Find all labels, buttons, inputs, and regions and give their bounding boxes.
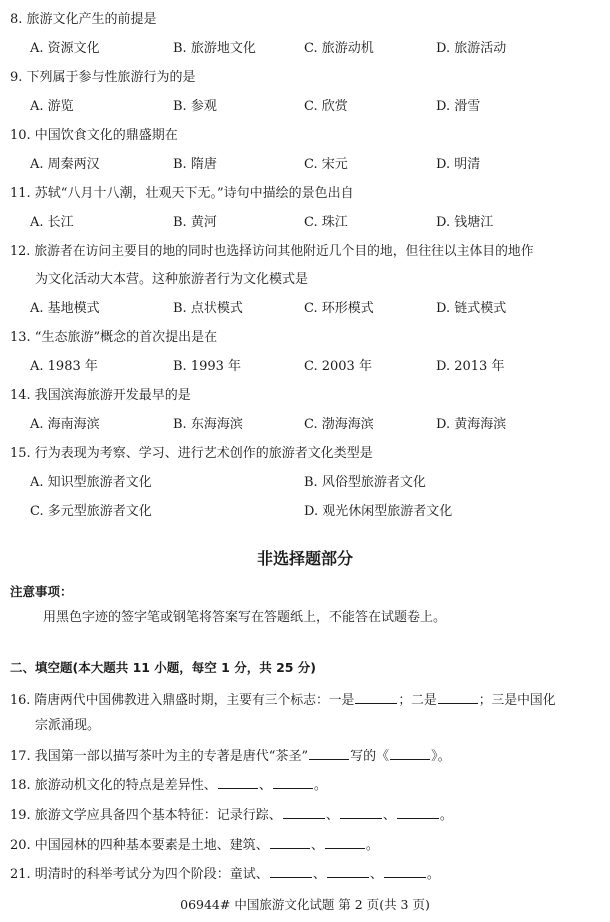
q12-option-c: C. 环形模式 bbox=[304, 301, 374, 316]
q21-text-c: 、 bbox=[369, 867, 383, 882]
question-12-stem: 12. 旅游者在访问主要目的地的同时也选择访问其他附近几个目的地，但往往以主体目的地作 bbox=[10, 244, 534, 259]
q14-option-a: A. 海南海滨 bbox=[30, 417, 100, 432]
q13-option-c: C. 2003 年 bbox=[304, 359, 372, 374]
q15-option-c: C. 多元型旅游者文化 bbox=[30, 504, 152, 519]
q17-text-a: 17. 我国第一部以描写茶叶为主的专著是唐代“茶圣” bbox=[10, 749, 309, 764]
q18-blank-1 bbox=[218, 776, 258, 789]
question-18 bbox=[10, 776, 327, 794]
q9-option-b: B. 参观 bbox=[173, 99, 217, 114]
notes-text: 用黑色字迹的签字笔或钢笔将答案写在答题纸上，不能答在试题卷上。 bbox=[43, 610, 447, 625]
q19-text-d: 。 bbox=[439, 808, 453, 823]
q16-blank-1 bbox=[355, 691, 397, 704]
question-21 bbox=[10, 865, 440, 883]
q10-option-a: A. 周秦两汉 bbox=[30, 157, 100, 172]
q8-option-a: A. 资源文化 bbox=[30, 41, 100, 56]
notes-label: 注意事项： bbox=[10, 584, 73, 599]
q15-option-d: D. 观光休闲型旅游者文化 bbox=[304, 504, 453, 519]
q17-blank-1 bbox=[309, 747, 349, 760]
q12-option-b: B. 点状模式 bbox=[173, 301, 243, 316]
q19-text-c: 、 bbox=[382, 808, 396, 823]
q19-blank-1 bbox=[283, 806, 325, 819]
q21-text-a: 21. 明清时的科举考试分为四个阶段：童试、 bbox=[10, 867, 269, 882]
q12-option-a: A. 基地模式 bbox=[30, 301, 100, 316]
part2-heading: 二、填空题(本大题共 11 小题，每空 1 分，共 25 分) bbox=[10, 660, 317, 675]
q21-blank-1 bbox=[270, 865, 312, 878]
q13-option-a: A. 1983 年 bbox=[30, 359, 98, 374]
q16-text-c: ；三是中国化 bbox=[478, 693, 556, 708]
q14-option-c: C. 渤海海滨 bbox=[304, 417, 374, 432]
q20-blank-1 bbox=[270, 836, 310, 849]
q16-text-b: ；二是 bbox=[398, 693, 437, 708]
question-9-stem: 9. 下列属于参与性旅游行为的是 bbox=[10, 70, 196, 85]
q10-option-d: D. 明清 bbox=[436, 157, 481, 172]
question-14-stem: 14. 我国滨海旅游开发最早的是 bbox=[10, 388, 191, 403]
q21-blank-2 bbox=[327, 865, 369, 878]
question-13-stem: 13. “生态旅游”概念的首次提出是在 bbox=[10, 330, 218, 345]
q21-text-b: 、 bbox=[312, 867, 326, 882]
q19-text-b: 、 bbox=[325, 808, 339, 823]
question-11-stem: 11. 苏轼“八月十八潮，壮观天下无。”诗句中描绘的景色出自 bbox=[10, 186, 354, 201]
q14-option-b: B. 东海海滨 bbox=[173, 417, 243, 432]
question-10-stem: 10. 中国饮食文化的鼎盛期在 bbox=[10, 128, 178, 143]
question-12-stem-cont: 为文化活动大本营。这种旅游者行为文化模式是 bbox=[35, 272, 309, 287]
q17-text-b: 写的《 bbox=[350, 749, 390, 764]
q11-option-d: D. 钱塘江 bbox=[436, 215, 494, 230]
question-15-stem: 15. 行为表现为考察、学习、进行艺术创作的旅游者文化类型是 bbox=[10, 446, 373, 461]
q19-blank-3 bbox=[397, 806, 439, 819]
question-20 bbox=[10, 836, 379, 854]
q15-option-b: B. 风俗型旅游者文化 bbox=[304, 475, 426, 490]
q8-option-b: B. 旅游地文化 bbox=[173, 41, 256, 56]
q13-option-d: D. 2013 年 bbox=[436, 359, 505, 374]
q9-option-a: A. 游览 bbox=[30, 99, 74, 114]
question-16-cont: 宗派涌现。 bbox=[35, 718, 101, 733]
q18-text-b: 、 bbox=[258, 778, 272, 793]
q17-text-c: 》。 bbox=[431, 749, 451, 764]
q11-option-a: A. 长江 bbox=[30, 215, 74, 230]
q14-option-d: D. 黄海海滨 bbox=[436, 417, 507, 432]
q18-blank-2 bbox=[273, 776, 313, 789]
q17-blank-2 bbox=[390, 747, 430, 760]
q19-text-a: 19. 旅游文学应具备四个基本特征：记录行踪、 bbox=[10, 808, 282, 823]
q11-option-b: B. 黄河 bbox=[173, 215, 217, 230]
q20-text-b: 、 bbox=[310, 838, 324, 853]
q15-option-a: A. 知识型旅游者文化 bbox=[30, 475, 152, 490]
q10-option-b: B. 隋唐 bbox=[173, 157, 217, 172]
q8-option-d: D. 旅游活动 bbox=[436, 41, 507, 56]
q18-text-c: 。 bbox=[313, 778, 327, 793]
question-17 bbox=[10, 747, 451, 765]
q20-text-a: 20. 中国园林的四种基本要素是土地、建筑、 bbox=[10, 838, 269, 853]
q19-blank-2 bbox=[340, 806, 382, 819]
q21-text-d: 。 bbox=[426, 867, 440, 882]
q11-option-c: C. 珠江 bbox=[304, 215, 348, 230]
q16-blank-2 bbox=[438, 691, 478, 704]
q9-option-c: C. 欣赏 bbox=[304, 99, 348, 114]
q13-option-b: B. 1993 年 bbox=[173, 359, 242, 374]
page-footer: 06944# 中国旅游文化试题 第 2 页(共 3 页) bbox=[180, 897, 430, 912]
q8-option-c: C. 旅游动机 bbox=[304, 41, 374, 56]
q16-text-a: 16. 隋唐两代中国佛教进入鼎盛时期，主要有三个标志：一是 bbox=[10, 693, 355, 708]
q20-blank-2 bbox=[325, 836, 365, 849]
q9-option-d: D. 滑雪 bbox=[436, 99, 481, 114]
question-16 bbox=[10, 691, 556, 709]
question-19 bbox=[10, 806, 453, 824]
section-title: 非选择题部分 bbox=[256, 549, 353, 568]
question-8-stem: 8. 旅游文化产生的前提是 bbox=[10, 12, 157, 27]
q12-option-d: D. 链式模式 bbox=[436, 301, 507, 316]
q21-blank-3 bbox=[384, 865, 426, 878]
q10-option-c: C. 宋元 bbox=[304, 157, 348, 172]
q20-text-c: 。 bbox=[365, 838, 379, 853]
q18-text-a: 18. 旅游动机文化的特点是差异性、 bbox=[10, 778, 217, 793]
